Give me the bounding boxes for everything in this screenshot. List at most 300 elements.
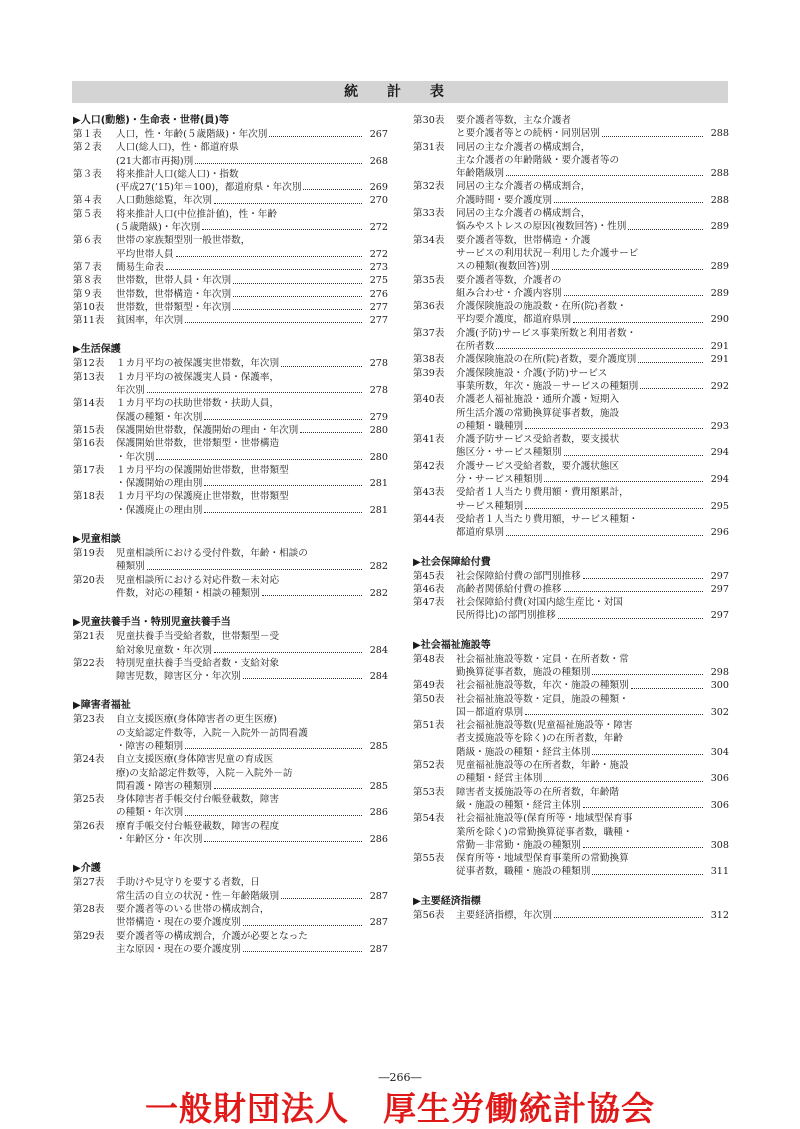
toc-entry[interactable] xyxy=(73,820,388,847)
dot-leader xyxy=(147,384,362,393)
entry-title-line: 要介護者等の構成割合，介護が必要となった xyxy=(116,930,308,942)
toc-entry[interactable] xyxy=(73,490,388,517)
toc-entry[interactable] xyxy=(413,759,729,786)
entry-body xyxy=(456,300,729,327)
dot-leader xyxy=(303,181,362,190)
dot-leader xyxy=(214,780,362,789)
page-ref: 284 xyxy=(369,644,388,656)
table-number: 第32表 xyxy=(413,181,445,193)
entry-last-line xyxy=(456,666,729,679)
dot-leader xyxy=(204,833,362,842)
toc-entry[interactable] xyxy=(73,397,388,424)
entry-body xyxy=(456,141,729,181)
entry-last-line xyxy=(116,477,388,490)
toc-entry[interactable] xyxy=(73,574,388,601)
dot-leader xyxy=(554,194,703,203)
page-ref: 269 xyxy=(369,182,388,194)
table-number: 第９表 xyxy=(73,288,102,300)
toc-entry[interactable] xyxy=(413,460,729,487)
entry-title-line: 社会保障給付費(対国内総生産比・対国 xyxy=(456,597,623,609)
dot-leader xyxy=(214,644,362,653)
toc-entry[interactable] xyxy=(73,630,388,657)
toc-entry[interactable] xyxy=(413,234,729,274)
entry-title-line: 児童扶養手当受給者数，世帯類型－受 xyxy=(116,631,280,643)
dot-leader xyxy=(166,261,362,270)
entry-last-line xyxy=(456,260,729,273)
toc-entry[interactable] xyxy=(413,596,729,623)
toc-entry[interactable] xyxy=(413,486,729,513)
dot-leader xyxy=(525,500,703,509)
dot-leader xyxy=(564,583,703,592)
table-number: 第37表 xyxy=(413,327,445,339)
entry-last-line xyxy=(116,357,388,370)
dot-leader xyxy=(506,167,703,176)
table-number: 第50表 xyxy=(413,693,445,705)
entry-title-line: 業所を除く)の常勤換算従事者数，職種・ xyxy=(456,826,633,838)
entry-title-line: の種類・経営主体別 xyxy=(456,773,543,785)
table-number: 第40表 xyxy=(413,394,445,406)
entry-title-line: 都道府県別 xyxy=(456,527,504,539)
entry-title-line: 件数，対応の種類・相談の種類別 xyxy=(116,587,260,599)
toc-entry[interactable] xyxy=(73,168,388,195)
dot-leader xyxy=(202,221,362,230)
table-number: 第16表 xyxy=(73,438,105,450)
entry-last-line xyxy=(116,780,388,793)
section-title: ▶障害者福祉 xyxy=(73,700,131,712)
toc-entry[interactable] xyxy=(413,393,729,433)
toc-entry[interactable] xyxy=(413,300,729,327)
entry-title-line: 世帯構造・現在の要介護度別 xyxy=(116,917,241,929)
entry-body xyxy=(456,433,729,460)
dot-leader xyxy=(204,411,362,420)
entry-title-line: スの種類(複数回答)別 xyxy=(456,261,550,273)
toc-entry[interactable] xyxy=(73,713,388,753)
toc-entry[interactable] xyxy=(73,930,388,957)
entry-title-line: 要介護者等のいる世帯の構成割合， xyxy=(116,903,270,915)
entry-last-line xyxy=(116,128,388,141)
entry-last-line xyxy=(456,746,729,759)
dot-leader xyxy=(195,155,362,164)
toc-entry[interactable] xyxy=(73,301,388,314)
page-ref: 289 xyxy=(710,261,729,273)
table-number: 第７表 xyxy=(73,261,102,273)
entry-body xyxy=(456,486,729,513)
entry-body xyxy=(116,274,388,287)
toc-entry[interactable] xyxy=(73,876,388,903)
entry-last-line xyxy=(456,706,729,719)
page-ref: 298 xyxy=(710,666,729,678)
entry-title-line: 介護時間・要介護度別 xyxy=(456,194,552,206)
entry-body xyxy=(456,114,729,141)
entry-title-line: 高齢者関係給付費の推移 xyxy=(456,583,562,595)
page-ref: 293 xyxy=(710,420,729,432)
table-number: 第23表 xyxy=(73,714,105,726)
table-number: 第18表 xyxy=(73,491,105,503)
page-ref: 292 xyxy=(710,380,729,392)
publisher-watermark: 一般財団法人 厚生労働統計協会 xyxy=(145,1089,655,1128)
page-ref: 272 xyxy=(369,222,388,234)
entry-last-line xyxy=(116,451,388,464)
entry-title-line: 分・サービス種類別 xyxy=(456,474,543,486)
section-title: ▶人口(動態)・生命表・世帯(員)等 xyxy=(73,115,229,126)
entry-last-line xyxy=(456,865,729,878)
section-title: ▶児童相談 xyxy=(73,534,121,546)
entry-last-line xyxy=(456,609,729,622)
page-ref: 282 xyxy=(369,587,388,599)
page-ref: 277 xyxy=(369,301,388,313)
page-ref: 289 xyxy=(710,287,729,299)
entry-title-line: 保護の種類・年次別 xyxy=(116,411,203,423)
entry-last-line xyxy=(116,916,388,929)
dot-leader xyxy=(583,799,703,808)
table-number: 第３表 xyxy=(73,168,102,180)
page-ref: 288 xyxy=(710,128,729,140)
entry-body xyxy=(456,679,729,692)
dot-leader xyxy=(525,706,703,715)
entry-title-line: 自立支援医療(身体障害児童の育成医 xyxy=(116,754,274,766)
page-ref: 286 xyxy=(369,807,388,819)
entry-body xyxy=(456,234,729,274)
dot-leader xyxy=(281,890,362,899)
entry-last-line xyxy=(456,420,729,433)
page-ref: 304 xyxy=(710,746,729,758)
entry-title-line: 世帯の家族類型別一般世帯数， xyxy=(116,235,251,247)
entry-last-line xyxy=(116,314,388,327)
toc-entry[interactable] xyxy=(73,547,388,574)
entry-body xyxy=(456,570,729,583)
page-ref: 275 xyxy=(369,275,388,287)
table-number: 第54表 xyxy=(413,813,445,825)
table-number: 第20表 xyxy=(73,574,105,586)
entry-title-line: 者支援施設等を除く)の在所者数，年齢 xyxy=(456,733,623,745)
entry-body xyxy=(116,574,388,601)
entry-title-line: 受給者１人当たり費用額・費用額累計， xyxy=(456,487,629,499)
entry-title-line: 特別児童扶養手当受給者数・支給対象 xyxy=(116,657,280,669)
entry-body xyxy=(116,713,388,753)
toc-entry[interactable] xyxy=(73,128,388,141)
entry-last-line xyxy=(116,248,388,261)
entry-last-line xyxy=(456,839,729,852)
dot-leader xyxy=(262,587,362,596)
entry-title-line: 保育所等・地域型保育事業所の常勤換算 xyxy=(456,853,629,865)
entry-body xyxy=(116,547,388,574)
toc-entry[interactable] xyxy=(413,693,729,720)
dot-leader xyxy=(583,570,703,579)
entry-body xyxy=(456,460,729,487)
toc-entry[interactable] xyxy=(413,786,729,813)
toc-entry[interactable] xyxy=(413,433,729,460)
entry-title-line: 療)の支給認定件数等，入院－入院外－訪 xyxy=(116,767,293,779)
entry-body xyxy=(116,288,388,301)
page-ref: 272 xyxy=(369,248,388,260)
toc-section xyxy=(413,114,729,540)
toc-section xyxy=(73,699,388,846)
dot-leader xyxy=(243,670,362,679)
entry-body xyxy=(456,909,729,922)
entry-title-line: 人口，性・年齢(５歳階級)・年次別 xyxy=(116,129,268,140)
entry-body xyxy=(116,128,388,141)
page-ref: 302 xyxy=(710,706,729,718)
entry-title-line: 給対象児童数・年次別 xyxy=(116,644,212,656)
entry-body xyxy=(116,261,388,274)
toc-entry[interactable] xyxy=(73,357,388,370)
toc-entry[interactable] xyxy=(73,793,388,820)
table-number: 第53表 xyxy=(413,786,445,798)
page-ref: 294 xyxy=(710,447,729,459)
entry-last-line xyxy=(456,167,729,180)
entry-body xyxy=(116,930,388,957)
page-ref: 288 xyxy=(710,194,729,206)
toc-entry[interactable] xyxy=(413,141,729,181)
page-ref: 296 xyxy=(710,527,729,539)
entry-title-line: 年次別 xyxy=(116,385,145,397)
toc-entry[interactable] xyxy=(73,288,388,301)
toc-entry[interactable] xyxy=(413,274,729,301)
entry-title-line: 問看護・障害の種類別 xyxy=(116,780,212,792)
table-number: 第35表 xyxy=(413,274,445,286)
toc-entry[interactable] xyxy=(413,207,729,234)
toc-entry[interactable] xyxy=(413,180,729,207)
toc-entry[interactable] xyxy=(73,234,388,261)
entry-title-line: 児童相談所における対応件数－未対応 xyxy=(116,574,280,586)
toc-entry[interactable] xyxy=(413,513,729,540)
section-title: ▶児童扶養手当・特別児童扶養手当 xyxy=(73,617,231,629)
entry-body xyxy=(116,630,388,657)
toc-entry[interactable] xyxy=(413,909,729,922)
dot-leader xyxy=(564,446,703,455)
table-number: 第19表 xyxy=(73,548,105,560)
toc-entry[interactable] xyxy=(413,852,729,879)
table-number: 第51表 xyxy=(413,720,445,732)
entry-title-line: 主要経済指標，年次別 xyxy=(456,909,552,921)
entry-title-line: ・年齢区分・年次別 xyxy=(116,834,203,846)
dot-leader xyxy=(638,353,703,362)
entry-title-line: １カ月平均の扶助世帯数・扶助人員， xyxy=(116,398,280,410)
toc-entry[interactable] xyxy=(413,327,729,354)
entry-body xyxy=(116,194,388,207)
table-number: 第15表 xyxy=(73,424,105,436)
table-number: 第43表 xyxy=(413,487,445,499)
entry-body xyxy=(456,653,729,680)
page-ref: 273 xyxy=(369,261,388,273)
toc-entry[interactable] xyxy=(413,570,729,583)
table-number: 第28表 xyxy=(73,903,105,915)
entry-title-line: 保護開始世帯数，保護開始の理由・年次別 xyxy=(116,424,299,436)
entry-body xyxy=(456,583,729,596)
page-ref: 280 xyxy=(369,451,388,463)
page-ref: 276 xyxy=(369,288,388,300)
entry-title-line: 世帯数，世帯人員・年次別 xyxy=(116,275,232,287)
table-number: 第29表 xyxy=(73,930,105,942)
entry-last-line xyxy=(116,194,388,207)
entry-body xyxy=(116,903,388,930)
entry-last-line xyxy=(456,570,729,583)
table-number: 第27表 xyxy=(73,877,105,889)
entry-title-line: 事業所数，年次・施設－サービスの種類別 xyxy=(456,380,639,392)
entry-body xyxy=(456,393,729,433)
entry-title-line: 階級・施設の種類・経営主体別 xyxy=(456,746,591,758)
dot-leader xyxy=(602,127,703,136)
toc-entry[interactable] xyxy=(413,679,729,692)
entry-title-line: 手助けや見守りを要する者数，日 xyxy=(116,877,260,889)
page-ref: 295 xyxy=(710,500,729,512)
entry-last-line xyxy=(456,909,729,922)
entry-body xyxy=(456,852,729,879)
toc-entry[interactable] xyxy=(413,719,729,759)
entry-title-line: (21大都市再掲)別 xyxy=(116,155,194,167)
entry-body xyxy=(116,371,388,398)
dot-leader xyxy=(243,943,362,952)
toc-entry[interactable] xyxy=(73,274,388,287)
table-number: 第56表 xyxy=(413,909,445,921)
toc-entry[interactable] xyxy=(413,367,729,394)
table-number: 第２表 xyxy=(73,142,102,154)
table-number: 第21表 xyxy=(73,631,105,643)
table-number: 第11表 xyxy=(73,315,105,327)
entry-title-line: 介護(予防)サービス事業所数と利用者数・ xyxy=(456,327,637,339)
page-number: ―266― xyxy=(378,1071,422,1084)
dot-leader xyxy=(573,313,703,322)
toc-entry[interactable] xyxy=(73,194,388,207)
entry-title-line: １カ月平均の保護開始世帯数，世帯類型 xyxy=(116,464,289,476)
entry-last-line xyxy=(116,587,388,600)
dot-leader xyxy=(281,357,362,366)
toc-section xyxy=(73,343,388,517)
entry-title-line: 常生活の自立の状況・性－年齢階級別 xyxy=(116,890,280,902)
entry-title-line: 世帯数，世帯構造・年次別 xyxy=(116,288,232,300)
toc-entry[interactable] xyxy=(413,812,729,852)
toc-entry[interactable] xyxy=(73,903,388,930)
entry-title-line: １カ月平均の被保護実人員・保護率， xyxy=(116,371,280,383)
entry-title-line: 自立支援医療(身体障害者の更生医療) xyxy=(116,714,277,726)
dot-leader xyxy=(558,609,703,618)
entry-body xyxy=(116,657,388,684)
toc-entry[interactable] xyxy=(73,141,388,168)
toc-entry[interactable] xyxy=(413,353,729,366)
table-number: 第22表 xyxy=(73,657,105,669)
table-number: 第10表 xyxy=(73,301,105,313)
table-number: 第47表 xyxy=(413,597,445,609)
entry-body xyxy=(116,357,388,370)
entry-last-line xyxy=(116,274,388,287)
entry-last-line xyxy=(116,943,388,956)
entry-body xyxy=(116,820,388,847)
entry-title-line: 介護保険施設・介護(予防)サービス xyxy=(456,367,608,379)
toc-entry[interactable] xyxy=(73,314,388,327)
dot-leader xyxy=(631,679,703,688)
entry-title-line: 在所者数 xyxy=(456,341,495,353)
dot-leader xyxy=(156,451,362,460)
toc-entry[interactable] xyxy=(73,657,388,684)
entry-title-line: の支給認定件数等，入院－入院外－訪問看護 xyxy=(116,727,308,739)
entry-title-line: と要介護者等との続柄・同別居別 xyxy=(456,128,600,140)
table-number: 第41表 xyxy=(413,434,445,446)
toc-entry[interactable] xyxy=(73,261,388,274)
entry-last-line xyxy=(116,504,388,517)
entry-body xyxy=(116,753,388,793)
entry-title-line: 要介護者等数，介護者の xyxy=(456,274,562,286)
page-ref: 270 xyxy=(369,195,388,207)
table-number: 第５表 xyxy=(73,208,102,220)
dot-leader xyxy=(233,288,362,297)
dot-leader xyxy=(147,560,362,569)
entry-last-line xyxy=(116,833,388,846)
page-ref: 291 xyxy=(710,354,729,366)
entry-title-line: 種類別 xyxy=(116,561,145,573)
entry-last-line xyxy=(116,384,388,397)
entry-title-line: 社会福祉施設等数(児童福祉施設等・障害 xyxy=(456,720,633,732)
dot-leader xyxy=(176,248,362,257)
entry-last-line xyxy=(456,799,729,812)
table-number: 第24表 xyxy=(73,754,105,766)
toc-entry[interactable] xyxy=(73,371,388,398)
toc-entry[interactable] xyxy=(73,424,388,437)
toc-section xyxy=(73,616,388,683)
toc-entry[interactable] xyxy=(73,437,388,464)
toc-entry[interactable] xyxy=(413,114,729,141)
page-ref: 287 xyxy=(369,917,388,929)
entry-title-line: 所生活介護の常勤換算従事者数，施設 xyxy=(456,407,620,419)
entry-title-line: 勤換算従事者数，施設の種類別 xyxy=(456,666,591,678)
toc-entry[interactable] xyxy=(73,208,388,235)
entry-last-line xyxy=(456,526,729,539)
entry-title-line: 貧困率，年次別 xyxy=(116,315,184,327)
entry-title-line: 態区分・サービス種類別 xyxy=(456,447,562,459)
entry-title-line: １カ月平均の保護廃止世帯数，世帯類型 xyxy=(116,491,289,503)
entry-title-line: 身体障害者手帳交付台帳登載数，障害 xyxy=(116,794,280,806)
entry-body xyxy=(456,759,729,786)
page-title: 統 計 表 xyxy=(344,84,456,100)
page-ref: 285 xyxy=(369,780,388,792)
entry-body xyxy=(456,274,729,301)
page-ref: 282 xyxy=(369,561,388,573)
page-ref: 279 xyxy=(369,411,388,423)
page-ref: 290 xyxy=(710,314,729,326)
table-number: 第52表 xyxy=(413,760,445,772)
toc-entry[interactable] xyxy=(73,753,388,793)
entry-title-line: サービスの利用状況－利用した介護サービ xyxy=(456,247,639,259)
section-title: ▶介護 xyxy=(73,863,101,875)
toc-entry[interactable] xyxy=(413,583,729,596)
toc-entry[interactable] xyxy=(73,464,388,491)
entry-last-line xyxy=(456,353,729,366)
dot-leader xyxy=(640,380,703,389)
entry-title-line: 同居の主な介護者の構成割合， xyxy=(456,181,591,193)
entry-last-line xyxy=(116,806,388,819)
toc-section xyxy=(413,639,729,879)
page-ref: 278 xyxy=(369,358,388,370)
dot-leader xyxy=(544,473,703,482)
entry-last-line xyxy=(116,644,388,657)
dot-leader xyxy=(300,424,362,433)
entry-body xyxy=(116,793,388,820)
page-ref: 285 xyxy=(369,740,388,752)
entry-body xyxy=(456,596,729,623)
entry-last-line xyxy=(116,411,388,424)
toc-section xyxy=(413,895,729,922)
entry-title-line: サービス種類別 xyxy=(456,500,524,512)
section-title: ▶主要経済指標 xyxy=(413,895,481,907)
table-number: 第14表 xyxy=(73,398,105,410)
toc-entry[interactable] xyxy=(413,653,729,680)
dot-leader xyxy=(554,909,703,918)
entry-title-line: 平均世帯人員 xyxy=(116,248,174,260)
page-ref: 300 xyxy=(710,680,729,692)
entry-last-line xyxy=(116,221,388,234)
table-number: 第８表 xyxy=(73,275,102,287)
table-number: 第44表 xyxy=(413,513,445,525)
dot-leader xyxy=(552,260,703,269)
